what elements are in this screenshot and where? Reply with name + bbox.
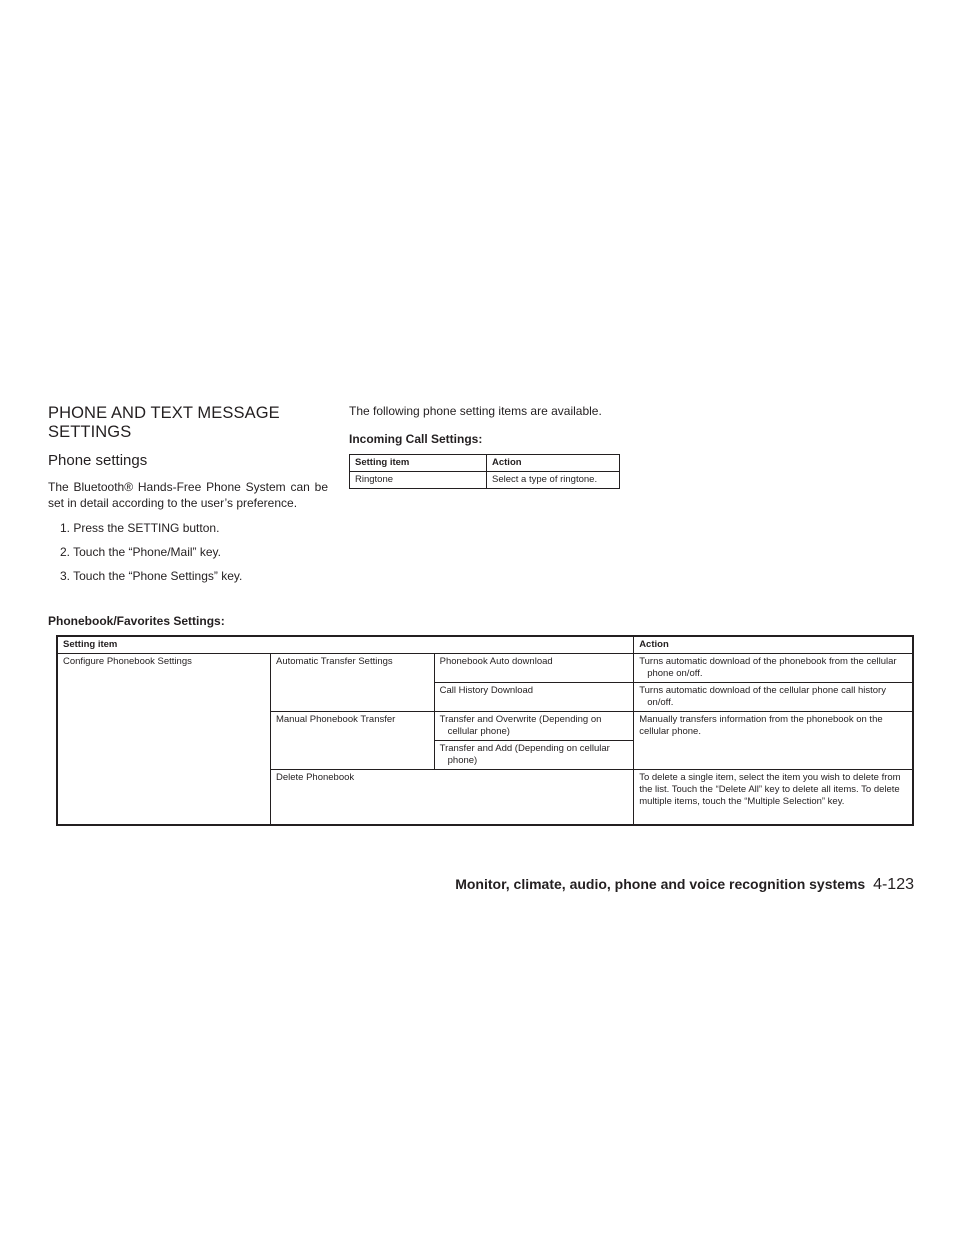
- delete-phonebook-action: To delete a single item, select the item you wish to delete from the list. Touch the “Delete All” key to delete all items. To delete multiple items, touch the “Multiple Selection” key.: [634, 770, 913, 826]
- left-column: [48, 404, 328, 593]
- table-row: [350, 472, 620, 489]
- transfer-add-cell: Transfer and Add (Depending on cellular phone): [434, 741, 634, 770]
- sub-title: Phone settings: [48, 452, 148, 469]
- incoming-call-table: [349, 454, 620, 489]
- automatic-transfer-cell: Automatic Transfer Settings: [270, 654, 434, 712]
- table-row: [57, 654, 913, 683]
- phonebook-heading: Phonebook/Favorites Settings:: [48, 614, 225, 628]
- phonebook-table: [56, 635, 914, 826]
- page-number: 4-123: [873, 876, 914, 893]
- transfer-overwrite-cell: Transfer and Overwrite (Depending on cellular phone): [434, 712, 634, 741]
- table-header-row: [350, 455, 620, 472]
- page-footer: [455, 876, 914, 894]
- header-setting-item: Setting item: [57, 636, 634, 654]
- right-column: [349, 404, 639, 489]
- step-item: 2. Touch the “Phone/Mail” key.: [60, 545, 221, 559]
- ringtone-action-cell: Select a type of ringtone.: [487, 472, 620, 489]
- intro-paragraph: The Bluetooth® Hands-Free Phone System can be set in detail according to the user’s preference.: [48, 480, 328, 510]
- ringtone-cell: Ringtone: [350, 472, 487, 489]
- call-history-download-action: Turns automatic download of the cellular phone call history on/off.: [634, 683, 913, 712]
- manual-transfer-action: Manually transfers information from the phonebook on the cellular phone.: [634, 712, 913, 770]
- steps-list: [48, 521, 328, 584]
- header-setting-item: Setting item: [350, 455, 487, 472]
- incoming-call-heading: Incoming Call Settings:: [349, 432, 483, 446]
- manual-transfer-cell: Manual Phonebook Transfer: [270, 712, 434, 770]
- available-items-text: The following phone setting items are available.: [349, 404, 602, 418]
- section-title: PHONE AND TEXT MESSAGE SETTINGS: [48, 404, 280, 441]
- step-item: 1. Press the SETTING button.: [60, 521, 220, 535]
- footer-chapter-title: Monitor, climate, audio, phone and voice recognition systems: [455, 876, 866, 892]
- delete-phonebook-cell: Delete Phonebook: [270, 770, 633, 826]
- call-history-download-cell: Call History Download: [434, 683, 634, 712]
- header-action: Action: [634, 636, 913, 654]
- phonebook-auto-download-action: Turns automatic download of the phonebook from the cellular phone on/off.: [634, 654, 913, 683]
- step-item: 3. Touch the “Phone Settings” key.: [60, 569, 243, 583]
- table-header-row: [57, 636, 913, 654]
- configure-phonebook-cell: Configure Phonebook Settings: [57, 654, 270, 826]
- phonebook-auto-download-cell: Phonebook Auto download: [434, 654, 634, 683]
- header-action: Action: [487, 455, 620, 472]
